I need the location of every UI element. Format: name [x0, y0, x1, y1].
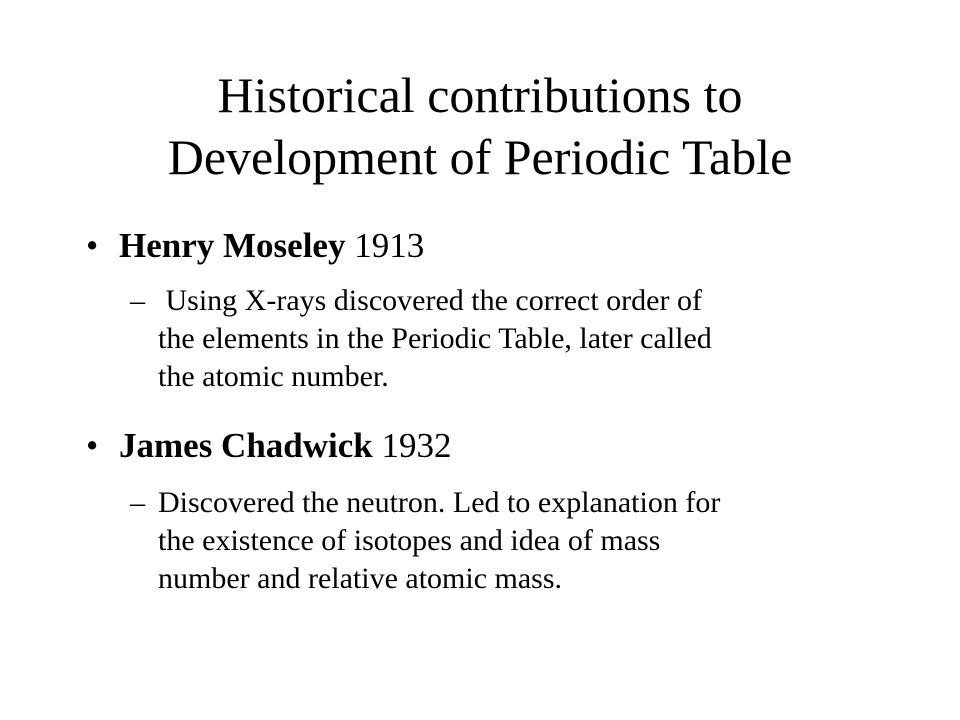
- title-line-1: Historical contributions to: [217, 67, 743, 123]
- sub-line: [130, 484, 890, 522]
- sub-bullet-james-chadwick: [130, 484, 890, 598]
- scientist-name: Henry Moseley: [119, 226, 346, 265]
- sub-bullet-henry-moseley: [130, 282, 890, 396]
- bullet-marker: •: [86, 226, 99, 265]
- title-line-2: Development of Periodic Table: [167, 129, 793, 185]
- sub-line: [130, 282, 890, 320]
- sub-line: number and relative atomic mass.: [158, 562, 563, 595]
- scientist-name: James Chadwick: [119, 426, 373, 465]
- slide-title: [40, 64, 920, 188]
- scientist-year: 1913: [354, 226, 425, 265]
- bullet-marker: •: [86, 426, 99, 465]
- bullet-henry-moseley: [86, 226, 424, 266]
- dash-marker: –: [130, 284, 145, 317]
- sub-text: Discovered the neutron. Led to explanation for: [158, 486, 721, 519]
- sub-line: the existence of isotopes and idea of mass: [158, 524, 661, 557]
- sub-line: the atomic number.: [158, 360, 389, 393]
- sub-text: Using X-rays discovered the correct order of: [165, 284, 702, 317]
- sub-line: the elements in the Periodic Table, later called: [158, 322, 712, 355]
- dash-marker: –: [130, 486, 145, 519]
- bullet-james-chadwick: [86, 426, 452, 466]
- scientist-year: 1932: [381, 426, 452, 465]
